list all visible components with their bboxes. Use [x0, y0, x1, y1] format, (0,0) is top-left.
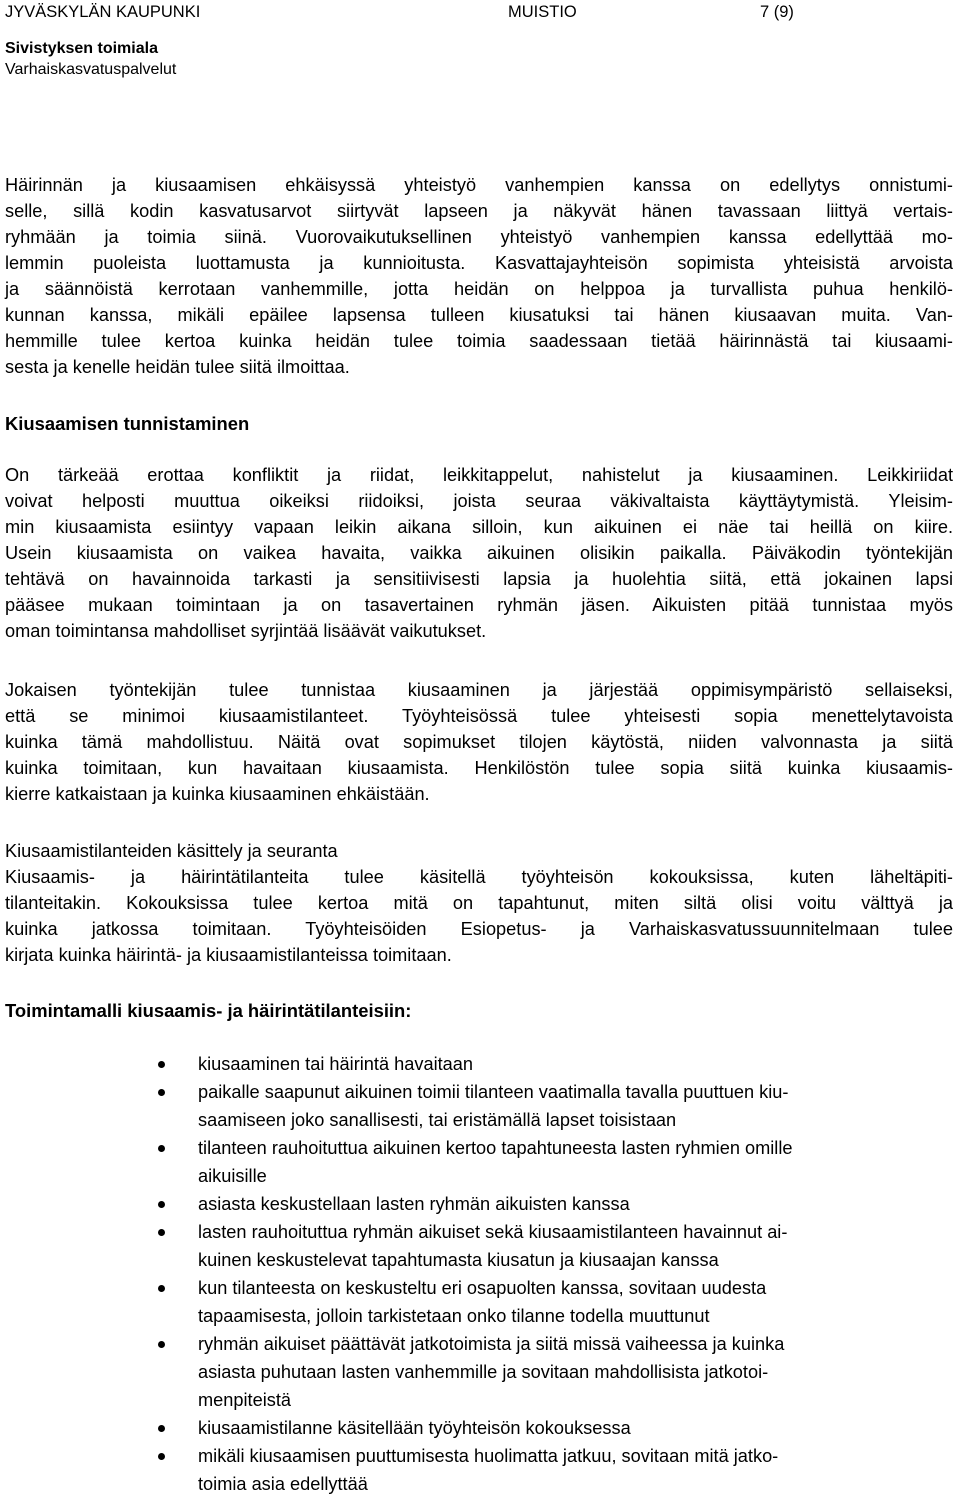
section-heading-model: Toimintamalli kiusaamis- ja häirintätilanteisiin:: [5, 1000, 412, 1021]
text-line: pääsee mukaan toimintaan ja on tasavertainen ryhmän jäsen. Aikuisten pitää tunnistaa myös: [5, 595, 953, 615]
document-page: [5, 0, 955, 1494]
list-item: [5, 1218, 953, 1274]
text-line: min kiusaamista esiintyy vapaan leikin aikana silloin, kun aikuinen ei näe tai heillä on kiire.: [5, 517, 953, 537]
section-heading-handling: Kiusaamistilanteiden käsittely ja seuranta: [5, 841, 338, 861]
text-line: että se minimoi kiusaamistilanteet. Työyhteisössä tulee yhteisesti sopia menettelytavoista: [5, 706, 953, 726]
text-line: Jokaisen työntekijän tulee tunnistaa kiusaaminen ja järjestää oppimisympäristö sellaiseksi,: [5, 680, 953, 700]
bullet-icon: [158, 1341, 165, 1348]
paragraph-handling: [5, 838, 953, 968]
text-line: selle, sillä kodin kasvatusarvot siirtyvät lapseen ja näkyvät hänen tavassaan liittyä vertais-: [5, 201, 953, 221]
list-item-text: mikäli kiusaamisen puuttumisesta huolimatta jatkuu, sovitaan mitä jatko-: [198, 1446, 779, 1466]
bullet-icon: [158, 1145, 165, 1152]
text-line: kuinka jatkossa toimitaan. Työyhteisöiden Esiopetus- ja Varhaiskasvatussuunnitelmaan tulee: [5, 919, 953, 939]
list-item-text: paikalle saapunut aikuinen toimii tilanteen vaatimalla tavalla puuttuen kiu-: [198, 1082, 789, 1102]
bullet-icon: [158, 1453, 165, 1460]
text-line: Usein kiusaamista on vaikea havaita, vaikka aikuinen olisikin paikalla. Päiväkodin työntekijän: [5, 543, 953, 563]
text-line: Kiusaamis- ja häirintätilanteita tulee käsitellä työyhteisön kokouksissa, kuten läheltäpiti-: [5, 867, 953, 887]
list-item: [5, 1078, 953, 1134]
bullet-icon: [158, 1285, 165, 1292]
list-item-text: toimia asia edellyttää: [198, 1474, 368, 1494]
section-heading-recognition: Kiusaamisen tunnistaminen: [5, 413, 250, 434]
document-type: MUISTIO: [508, 3, 577, 21]
text-line: ryhmään ja toimia siinä. Vuorovaikutuksellinen yhteistyö vanhempien kanssa edellyttää mo-: [5, 227, 953, 247]
department-name: Sivistyksen toimiala: [5, 40, 158, 57]
organization-name: JYVÄSKYLÄN KAUPUNKI: [5, 3, 201, 21]
list-item-text: menpiteistä: [198, 1390, 292, 1410]
list-item-text: asiasta keskustellaan lasten ryhmän aikuisten kanssa: [198, 1194, 630, 1214]
text-line: sesta ja kenelle heidän tulee siitä ilmoittaa.: [5, 357, 350, 377]
list-item: [5, 1274, 953, 1330]
list-item: [5, 1050, 953, 1078]
page-header: [5, 0, 955, 90]
page-number: 7 (9): [760, 3, 794, 21]
paragraph-recognition: [5, 462, 953, 644]
text-line: voivat helposti muuttua oikeiksi riidoiksi, joista seuraa väkivaltaista käyttäytymistä. Yleisim-: [5, 491, 953, 511]
bullet-icon: [158, 1061, 165, 1068]
list-item-text: lasten rauhoituttua ryhmän aikuiset sekä kiusaamistilanteen havainnut ai-: [198, 1222, 788, 1242]
text-line: lemmin puoleista luottamusta ja kunnioitusta. Kasvattajayhteisön sopimista yhteisistä arvoista: [5, 253, 953, 273]
bullet-icon: [158, 1089, 165, 1096]
list-item-text: asiasta puhutaan lasten vanhemmille ja sovitaan mahdollisista jatkotoi-: [198, 1362, 769, 1382]
text-line: On tärkeää erottaa konfliktit ja riidat, leikkitappelut, nahistelut ja kiusaaminen. Leikkiriidat: [5, 465, 953, 485]
text-line: kirjata kuinka häirintä- ja kiusaamistilanteissa toimitaan.: [5, 945, 452, 965]
text-line: kunnan kanssa, mikäli epäilee lapsensa tulleen kiusatuksi tai hänen kiusaavan muita. Van-: [5, 305, 953, 325]
text-line: ja säännöistä kerrotaan vanhemmille, jotta heidän on helppoa ja turvallista puhua henkilö-: [5, 279, 953, 299]
text-line: kuinka toimitaan, kun havaitaan kiusaamista. Henkilöstön tulee sopia siitä kuinka kiusaamis-: [5, 758, 953, 778]
list-item-text: aikuisille: [198, 1166, 267, 1186]
text-line: tilanteitakin. Kokouksissa tulee kertoa mitä on tapahtunut, miten siltä olisi voitu välttyä ja: [5, 893, 953, 913]
list-item-text: ryhmän aikuiset päättävät jatkotoimista ja siitä missä vaiheessa ja kuinka: [198, 1334, 785, 1354]
list-item-text: kuinen keskustelevat tapahtumasta kiusatun ja kiusaajan kanssa: [198, 1250, 719, 1270]
list-item-text: tilanteen rauhoituttua aikuinen kertoo tapahtuneesta lasten ryhmien omille: [198, 1138, 793, 1158]
bullet-icon: [158, 1201, 165, 1208]
list-item-text: kiusaamistilanne käsitellään työyhteisön kokouksessa: [198, 1418, 631, 1438]
list-item-text: kun tilanteesta on keskusteltu eri osapuolten kanssa, sovitaan uudesta: [198, 1278, 767, 1298]
bullet-icon: [158, 1229, 165, 1236]
list-item-text: tapaamisesta, jolloin tarkistetaan onko tilanne todella muuttunut: [198, 1306, 710, 1326]
list-item-text: saamiseen joko sanallisesti, tai eristämällä lapset toisistaan: [198, 1110, 677, 1130]
list-item: [5, 1190, 953, 1218]
paragraph-prevention: [5, 677, 953, 807]
bullet-icon: [158, 1425, 165, 1432]
procedure-list: [5, 1050, 953, 1498]
list-item: [5, 1414, 953, 1442]
text-line: oman toimintansa mahdolliset syrjintää lisäävät vaikutukset.: [5, 621, 487, 641]
paragraph-cooperation: [5, 172, 953, 380]
list-item-text: kiusaaminen tai häirintä havaitaan: [198, 1054, 474, 1074]
list-item: [5, 1134, 953, 1190]
list-item: [5, 1330, 953, 1414]
unit-name: Varhaiskasvatuspalvelut: [5, 61, 177, 78]
text-line: kierre katkaistaan ja kuinka kiusaaminen ehkäistään.: [5, 784, 430, 804]
text-line: kuinka tämä mahdollistuu. Näitä ovat sopimukset tilojen käytöstä, niiden valvonnasta ja siitä: [5, 732, 953, 752]
text-line: hemmille tulee kertoa kuinka heidän tulee toimia saadessaan tietää häirinnästä tai kiusaami-: [5, 331, 953, 351]
text-line: tehtävä on havainnoida tarkasti ja sensitiivisesti lapsia ja huolehtia siitä, että jokainen lapsi: [5, 569, 953, 589]
text-line: Häirinnän ja kiusaamisen ehkäisyssä yhteistyö vanhempien kanssa on edellytys onnistumi-: [5, 175, 953, 195]
